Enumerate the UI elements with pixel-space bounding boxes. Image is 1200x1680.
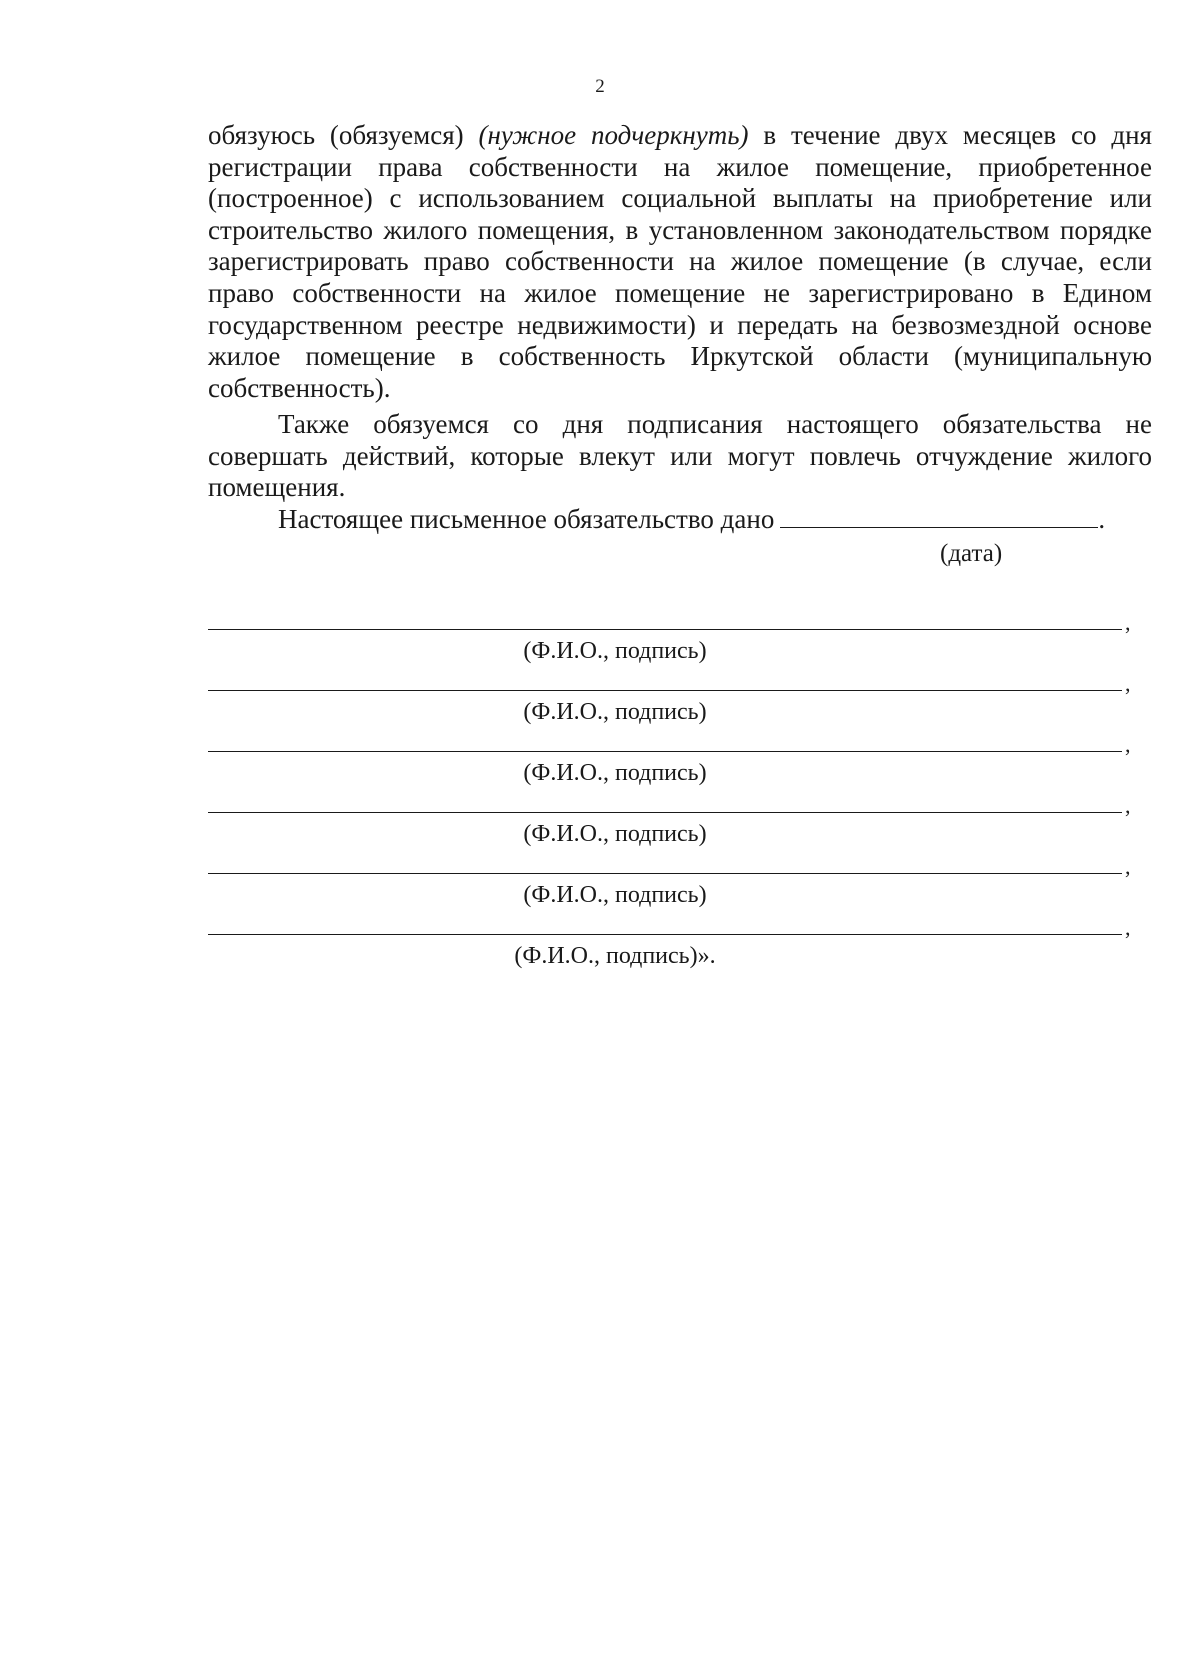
paragraph-obligation <box>208 120 1152 404</box>
signature-caption-5: (Ф.И.О., подпись) <box>523 882 707 908</box>
signature-comma-5: , <box>1125 854 1131 879</box>
paragraph-obligation-start: обязуюсь (обязуемся) <box>208 120 479 150</box>
signature-comma-3: , <box>1125 732 1131 757</box>
signature-line-3 <box>208 751 1122 752</box>
signature-comma-1: , <box>1125 610 1131 635</box>
signature-caption-6: (Ф.И.О., подпись)». <box>514 943 716 969</box>
paragraph-date-given <box>278 504 1105 536</box>
paragraph-no-alienation: Также обязуемся со дня подписания настоящего обязательства не совершать действий, которые влекут или могут повлечь отчуждение жилого помещения. <box>208 409 1152 503</box>
paragraph-obligation-italic-note: (нужное подчеркнуть) <box>478 120 749 150</box>
paragraph-date-given-end: . <box>1098 504 1106 534</box>
date-blank-line <box>780 505 1098 528</box>
signature-line-5 <box>208 873 1122 874</box>
signature-line-1 <box>208 629 1122 630</box>
signature-line-4 <box>208 812 1122 813</box>
signature-line-6 <box>208 934 1122 935</box>
signature-caption-2: (Ф.И.О., подпись) <box>523 699 707 725</box>
signature-comma-6: , <box>1125 915 1131 940</box>
signature-caption-3: (Ф.И.О., подпись) <box>523 760 707 786</box>
signature-comma-2: , <box>1125 671 1131 696</box>
paragraph-date-given-text: Настоящее письменное обязательство дано <box>278 504 775 534</box>
page-number: 2 <box>595 76 605 97</box>
signature-line-2 <box>208 690 1122 691</box>
signature-caption-1: (Ф.И.О., подпись) <box>523 638 707 664</box>
signature-comma-4: , <box>1125 793 1131 818</box>
signature-caption-4: (Ф.И.О., подпись) <box>523 821 707 847</box>
date-caption: (дата) <box>940 540 1003 567</box>
paragraph-obligation-rest: в течение двух месяцев со дня регистрации права собственности на жилое помещение, приобретенное (построенное) с использованием социальной выплаты на приобретение или строительство жилого помещения, в установленном законодательством порядке зарегистрировать право собственности на жилое помещение (в случае, если право собственности на жилое помещение не зарегистрировано в Едином государственном реестре недвижимости) и передать на безвозмездной основе жилое помещение в собственность Иркутской области (муниципальную собственность). <box>208 120 1152 403</box>
